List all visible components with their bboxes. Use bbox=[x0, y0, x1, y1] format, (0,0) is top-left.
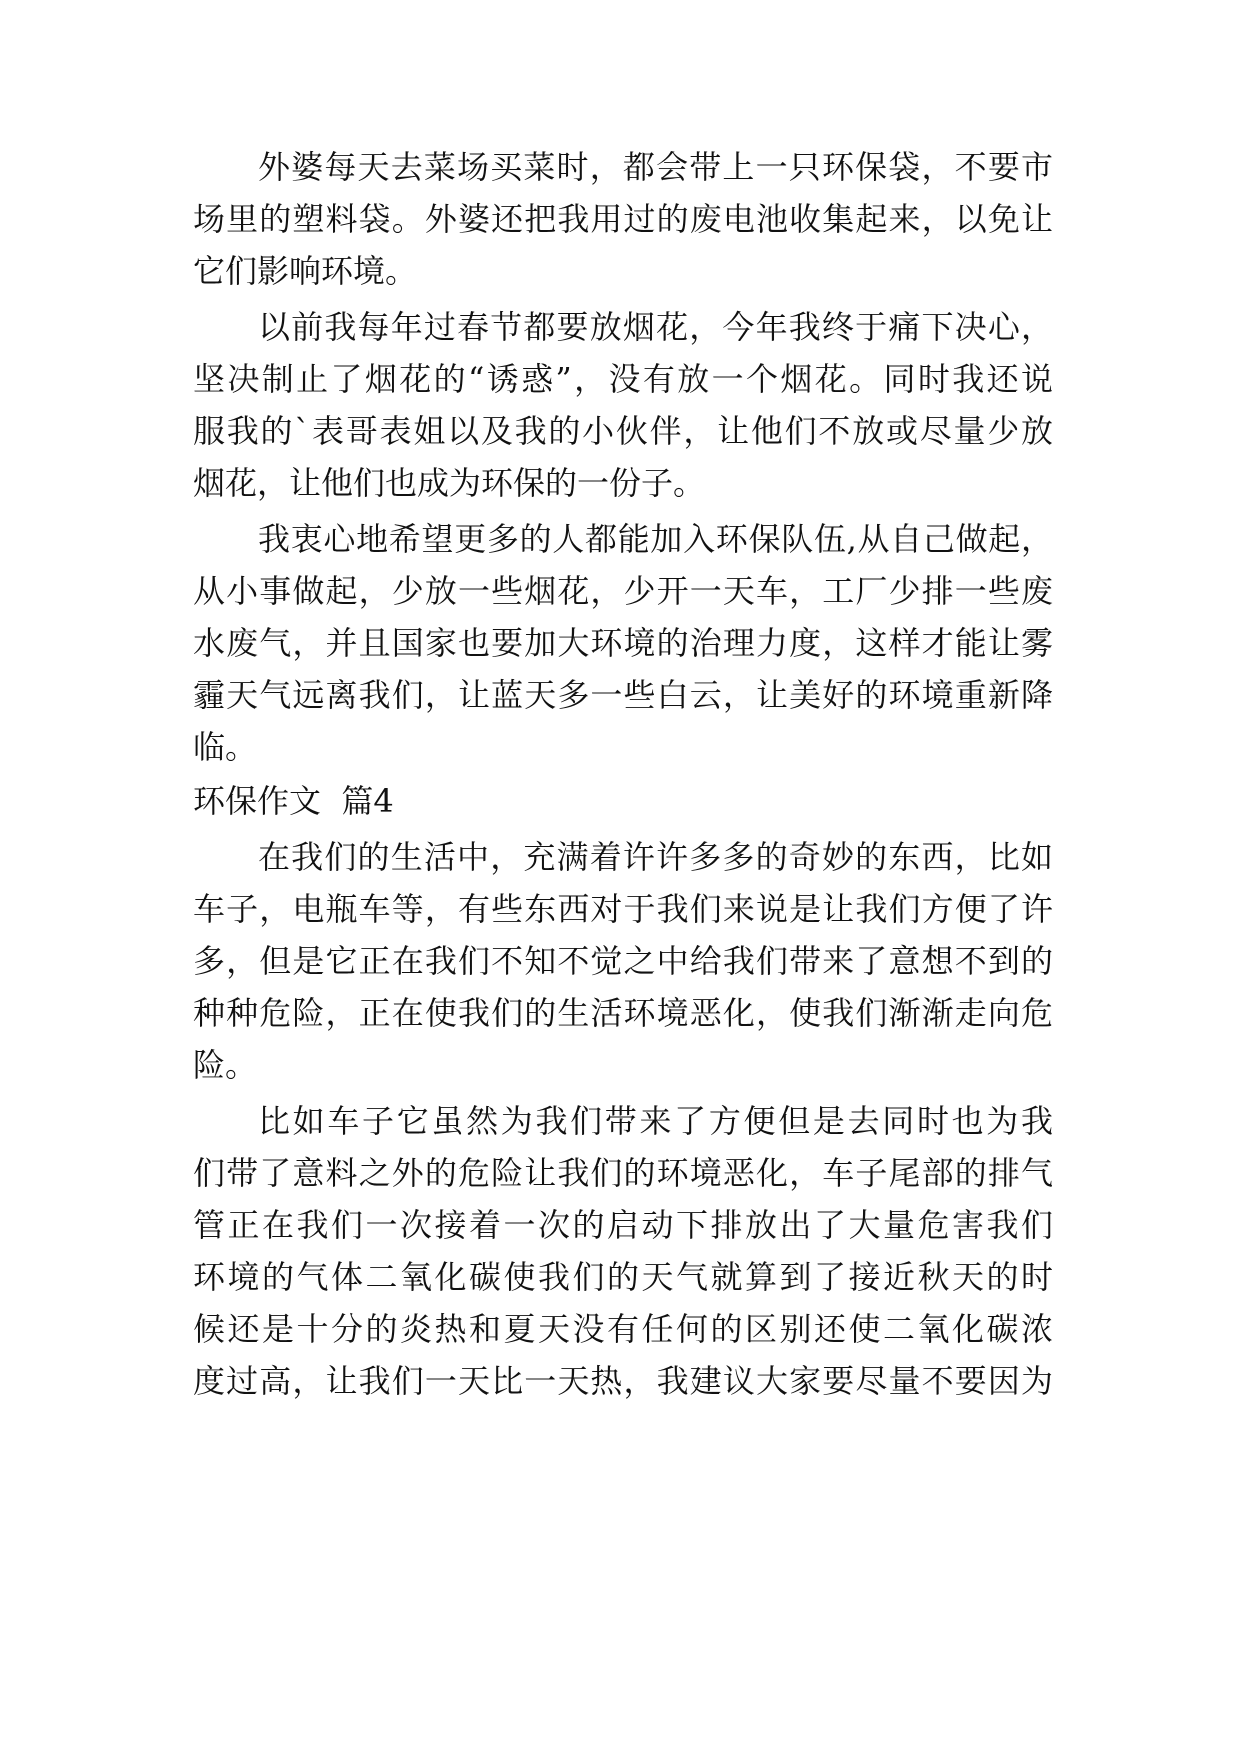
paragraph-line: 种种危险，正在使我们的生活环境恶化，使我们渐渐走向危 bbox=[193, 994, 1053, 1032]
paragraph-line: 度过高，让我们一天比一天热，我建议大家要尽量不要因为 bbox=[193, 1362, 1053, 1400]
paragraph-line: 在我们的生活中，充满着许许多多的奇妙的东西，比如 bbox=[258, 838, 1053, 876]
paragraph-line: 车子，电瓶车等，有些东西对于我们来说是让我们方便了许 bbox=[193, 890, 1053, 928]
section-heading: 环保作文 篇4 bbox=[193, 782, 394, 820]
paragraph-line: 们带了意料之外的危险让我们的环境恶化，车子尾部的排气 bbox=[193, 1154, 1053, 1192]
paragraph-line: 比如车子它虽然为我们带来了方便但是去同时也为我 bbox=[258, 1102, 1053, 1140]
paragraph-line: 服我的`表哥表姐以及我的小伙伴，让他们不放或尽量少放 bbox=[193, 412, 1053, 450]
paragraph-line: 水废气，并且国家也要加大环境的治理力度，这样才能让雾 bbox=[193, 624, 1053, 662]
paragraph-line: 险。 bbox=[193, 1046, 258, 1084]
paragraph-line: 环境的气体二氧化碳使我们的天气就算到了接近秋天的时 bbox=[193, 1258, 1053, 1296]
paragraph-line: 场里的塑料袋。外婆还把我用过的废电池收集起来，以免让 bbox=[193, 200, 1053, 238]
paragraph-line: 它们影响环境。 bbox=[193, 252, 418, 290]
paragraph-line: 烟花，让他们也成为环保的一份子。 bbox=[193, 464, 706, 502]
paragraph-line: 外婆每天去菜场买菜时，都会带上一只环保袋，不要市 bbox=[258, 148, 1053, 186]
paragraph-line: 霾天气远离我们，让蓝天多一些白云，让美好的环境重新降 bbox=[193, 676, 1053, 714]
paragraph-line: 以前我每年过春节都要放烟花，今年我终于痛下决心， bbox=[258, 308, 1053, 346]
paragraph-line: 多，但是它正在我们不知不觉之中给我们带来了意想不到的 bbox=[193, 942, 1053, 980]
paragraph-line: 从小事做起，少放一些烟花，少开一天车，工厂少排一些废 bbox=[193, 572, 1053, 610]
paragraph-line: 我衷心地希望更多的人都能加入环保队伍,从自己做起， bbox=[258, 520, 1053, 558]
paragraph-line: 临。 bbox=[193, 728, 258, 766]
paragraph-line: 坚决制止了烟花的“诱惑”，没有放一个烟花。同时我还说 bbox=[193, 360, 1053, 398]
paragraph-line: 候还是十分的炎热和夏天没有任何的区别还使二氧化碳浓 bbox=[193, 1310, 1053, 1348]
paragraph-line: 管正在我们一次接着一次的启动下排放出了大量危害我们 bbox=[193, 1206, 1053, 1244]
